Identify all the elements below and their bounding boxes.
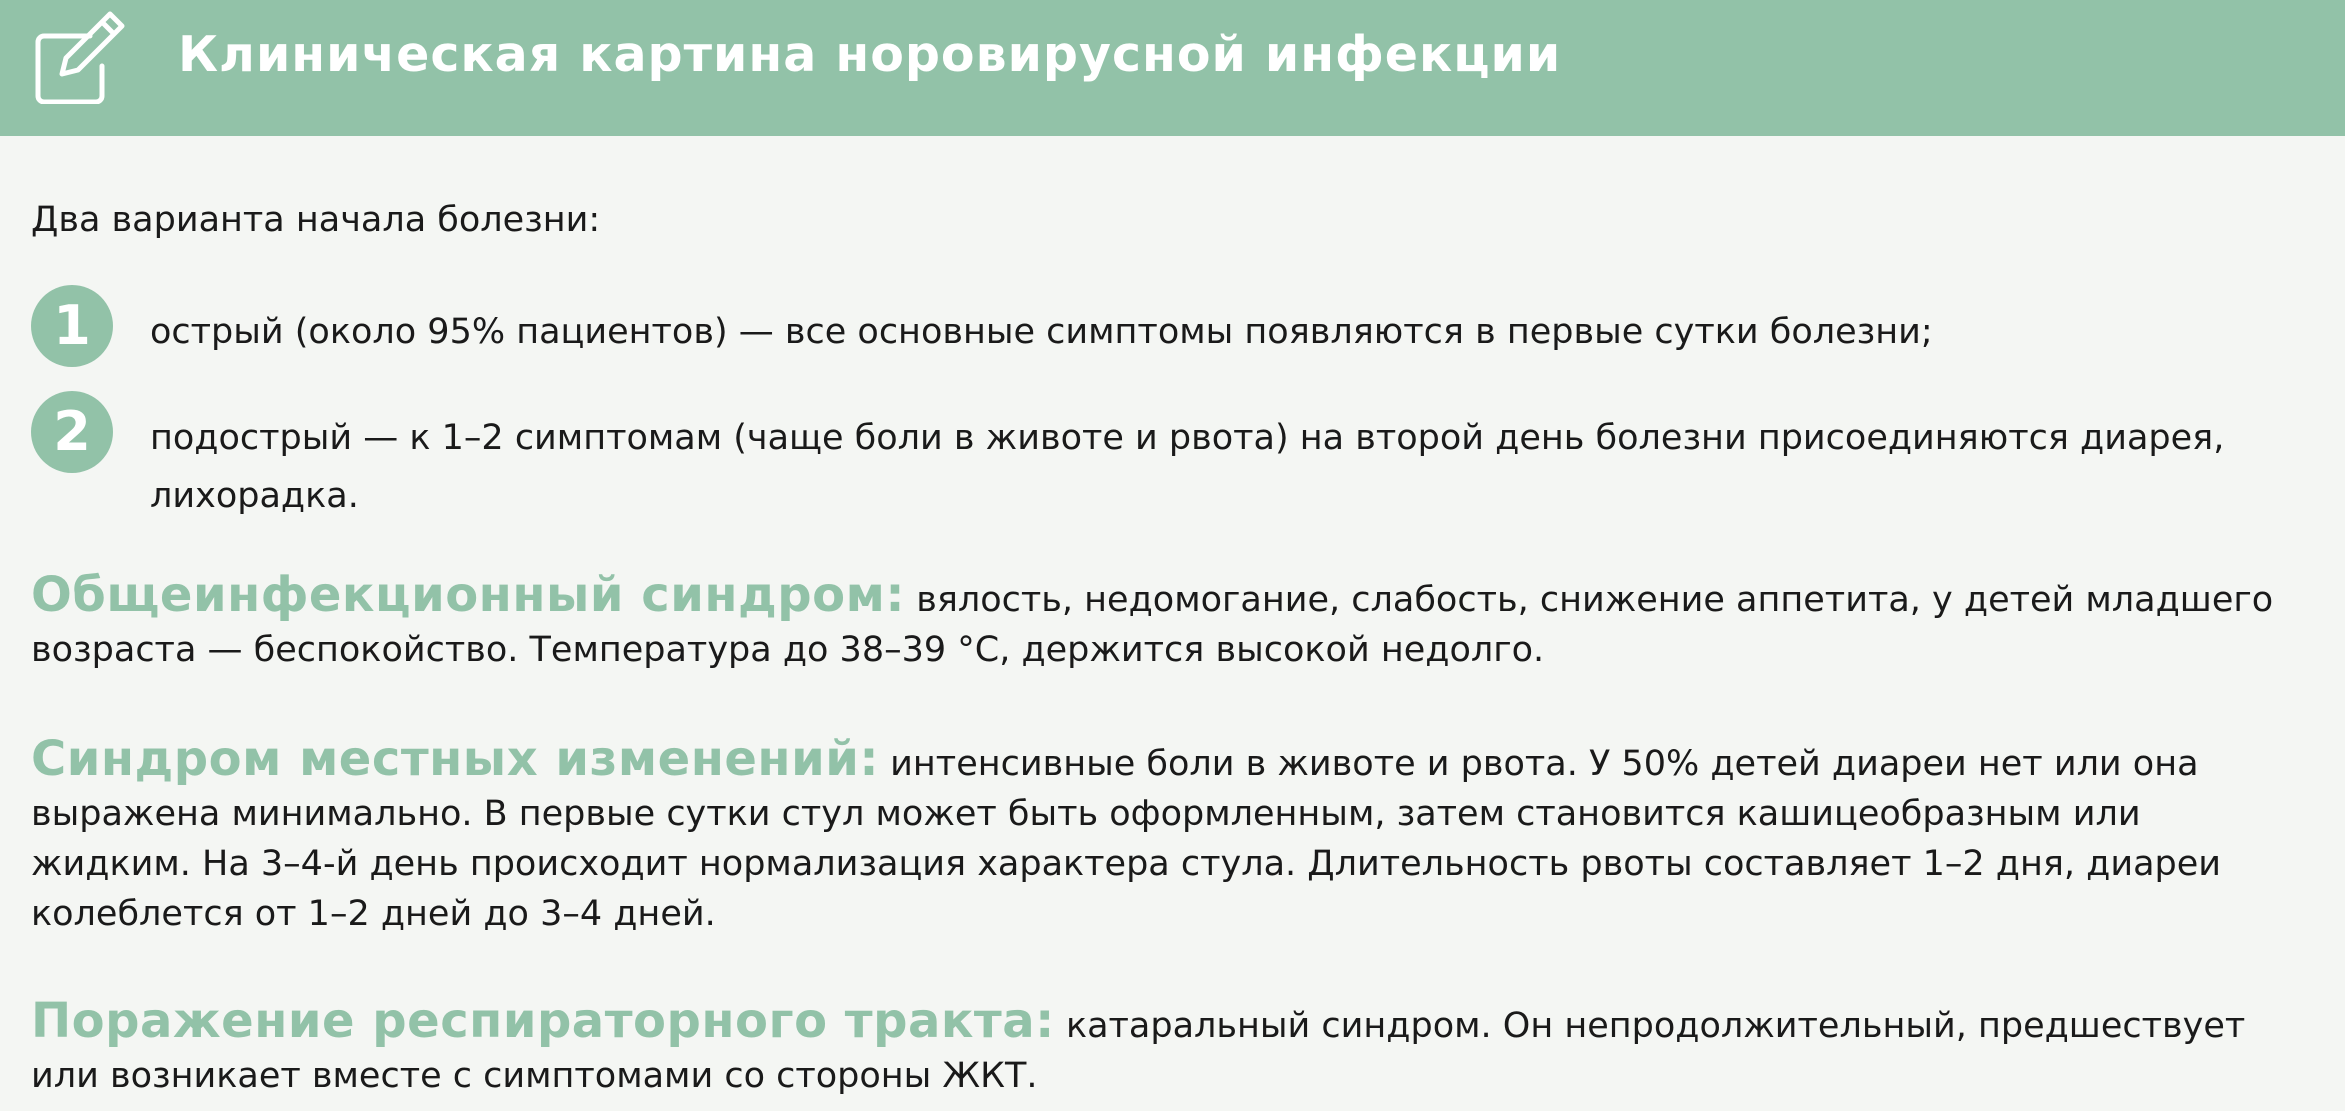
syndrome-heading: Синдром местных изменений:: [31, 731, 880, 787]
onset-variant-text: подострый — к 1–2 симптомам (чаще боли в животе и рвота) на второй день болезни присоединяются диарея, лихорадка.: [150, 418, 2225, 516]
syndrome-text: вялость, недомогание, слабость, снижение аппетита, у детей младшего возраста — беспокойство. Температура до 38–39 °С, держится высокой недолго.: [31, 580, 2274, 670]
edit-icon: [30, 8, 126, 104]
syndrome-paragraph: [31, 993, 2311, 1101]
page-title: Клиническая картина норовирусной инфекции: [178, 26, 1562, 83]
syndrome-paragraph: [31, 567, 2311, 675]
onset-variant-text: острый (около 95% пациентов) — все основные симптомы появляются в первые сутки болезни;: [150, 312, 1933, 352]
syndrome-heading: Поражение респираторного тракта:: [31, 993, 1055, 1049]
number-badge: 1: [31, 285, 113, 367]
syndrome-text: интенсивные боли в животе и рвота. У 50% детей диареи нет или она выражена минимально. В первые сутки стул может быть оформленным, затем становится кашицеобразным или жидким. На 3–4-й день происходит нормализация характера стула. Длительность рвоты составляет 1–2 дня, диареи колеблется от 1–2 дней до 3–4 дней.: [31, 744, 2222, 934]
syndrome-text: катаральный синдром. Он непродолжительный, предшествует или возникает вместе с симптомами со стороны ЖКТ.: [31, 1006, 2246, 1096]
intro-text: Два варианта начала болезни:: [31, 200, 601, 240]
syndrome-heading: Общеинфекционный синдром:: [31, 567, 906, 623]
header-bar: [0, 0, 2345, 136]
syndrome-paragraph: [31, 731, 2311, 939]
number-badge: 2: [31, 391, 113, 473]
